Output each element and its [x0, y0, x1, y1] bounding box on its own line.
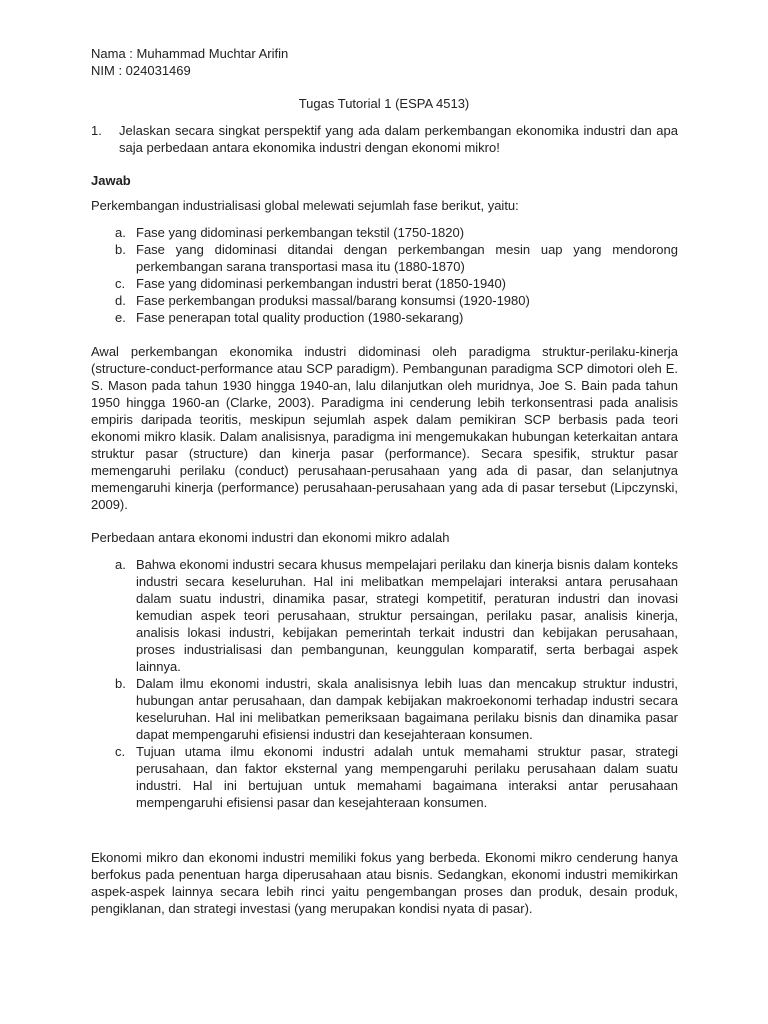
list-item-text: Fase penerapan total quality production (1980-sekarang): [136, 310, 464, 325]
list-marker: c.: [115, 276, 126, 291]
phases-intro: Perkembangan industrialisasi global melewati sejumlah fase berikut, yaitu:: [91, 198, 519, 213]
list-item-text: Fase yang didominasi ditandai dengan perkembangan mesin uap yang mendorong perkembangan sarana transportasi masa itu (1880-1870): [136, 242, 678, 274]
list-item-text: Bahwa ekonomi industri secara khusus mempelajari perilaku dan kinerja bisnis dalam konteks industri secara keseluruhan. Hal ini melibatkan mempelajari interaksi antara perusahaan dalam suatu industri, dinamika pasar, strategi kompetitif, peraturan industri dan inovasi kemudian aspek teori perusahaan, struktur persaingan, perilaku pasar, analisis kinerja, analisis lokasi industri, kebijakan pemerintah terkait industri dan kebijakan perusahaan, proses industrialisasi dan pembangunan, keunggulan komparatif, serta berbagai aspek lainnya.: [136, 557, 678, 674]
assignment-title: Tugas Tutorial 1 (ESPA 4513): [298, 96, 470, 111]
student-name: Nama : Muhammad Muchtar Arifin: [91, 46, 289, 61]
differences-list: [91, 556, 678, 811]
list-item: [91, 292, 678, 309]
student-header: [91, 45, 691, 79]
conclusion-paragraph: Ekonomi mikro dan ekonomi industri memiliki fokus yang berbeda. Ekonomi mikro cenderung hanya berfokus pada penentuan harga diperusahaan atau bisnis. Sedangkan, ekonomi industri memikirkan aspek-aspek lainnya secara lebih rinci yaitu pengembangan proses dan produk, desain produk, pengiklanan, dan strategi investasi (yang merupakan kondisi nyata di pasar).: [91, 850, 678, 916]
list-item: [91, 224, 678, 241]
list-item: [91, 556, 678, 675]
list-marker: a.: [115, 557, 126, 572]
list-marker: b.: [115, 242, 126, 257]
list-item: [91, 275, 678, 292]
list-marker: a.: [115, 225, 126, 240]
question-number: 1.: [91, 123, 102, 138]
list-item: [91, 743, 678, 811]
list-marker: d.: [115, 293, 126, 308]
answer-heading: Jawab: [91, 173, 131, 188]
question-text: Jelaskan secara singkat perspektif yang ada dalam perkembangan ekonomika industri dan apa saja perbedaan antara ekonomika industri dengan ekonomi mikro!: [119, 123, 678, 155]
differences-intro: Perbedaan antara ekonomi industri dan ekonomi mikro adalah: [91, 530, 450, 545]
question-item: [91, 122, 678, 156]
list-marker: c.: [115, 744, 126, 759]
student-nim: NIM : 024031469: [91, 63, 191, 78]
scp-paragraph: Awal perkembangan ekonomika industri didominasi oleh paradigma struktur-perilaku-kinerja (structure-conduct-performance atau SCP paradigm). Pembangunan paradigma SCP dimotori oleh E. S. Mason pada tahun 1930 hingga 1940-an, lalu dilanjutkan oleh muridnya, Joe S. Bain pada tahun 1950 hingga 1960-an (Clarke, 2003). Paradigma ini cenderung lebih terkonsentrasi pada analisis empiris daripada teoritis, meskipun sejumlah aspek dalam pemikiran SCP berbasis pada teori ekonomi mikro klasik. Dalam analisisnya, paradigma ini mengemukakan hubungan keterkaitan antara struktur pasar (structure) dan kinerja pasar (performance). Secara spesifik, struktur pasar memengaruhi perilaku (conduct) perusahaan-perusahaan yang ada di pasar, dan selanjutnya memengaruhi kinerja (performance) perusahaan-perusahaan yang ada di pasar tersebut (Lipczynski, 2009).: [91, 344, 678, 512]
list-item-text: Tujuan utama ilmu ekonomi industri adalah untuk memahami struktur pasar, strategi perusahaan, dan faktor eksternal yang mempengaruhi perilaku perusahaan dalam suatu industri. Hal ini bertujuan untuk memahami bagaimana interaksi antar perusahaan mempengaruhi efisiensi pasar dan kesejahteraan konsumen.: [136, 744, 678, 810]
list-item-text: Dalam ilmu ekonomi industri, skala analisisnya lebih luas dan mencakup struktur industri, hubungan antar perusahaan, dan dampak kebijakan makroekonomi terhadap industri secara keseluruhan. Hal ini melibatkan pemeriksaan bagaimana perilaku bisnis dan dinamika pasar dapat mempengaruhi efisiensi industri dan kesejahteraan konsumen.: [136, 676, 678, 742]
list-item: [91, 309, 678, 326]
list-item-text: Fase yang didominasi perkembangan tekstil (1750-1820): [136, 225, 465, 240]
list-item-text: Fase perkembangan produksi massal/barang konsumsi (1920-1980): [136, 293, 530, 308]
phases-list: [91, 224, 678, 326]
list-item: [91, 675, 678, 743]
list-marker: b.: [115, 676, 126, 691]
list-marker: e.: [115, 310, 126, 325]
list-item: [91, 241, 678, 275]
list-item-text: Fase yang didominasi perkembangan industri berat (1850-1940): [136, 276, 506, 291]
